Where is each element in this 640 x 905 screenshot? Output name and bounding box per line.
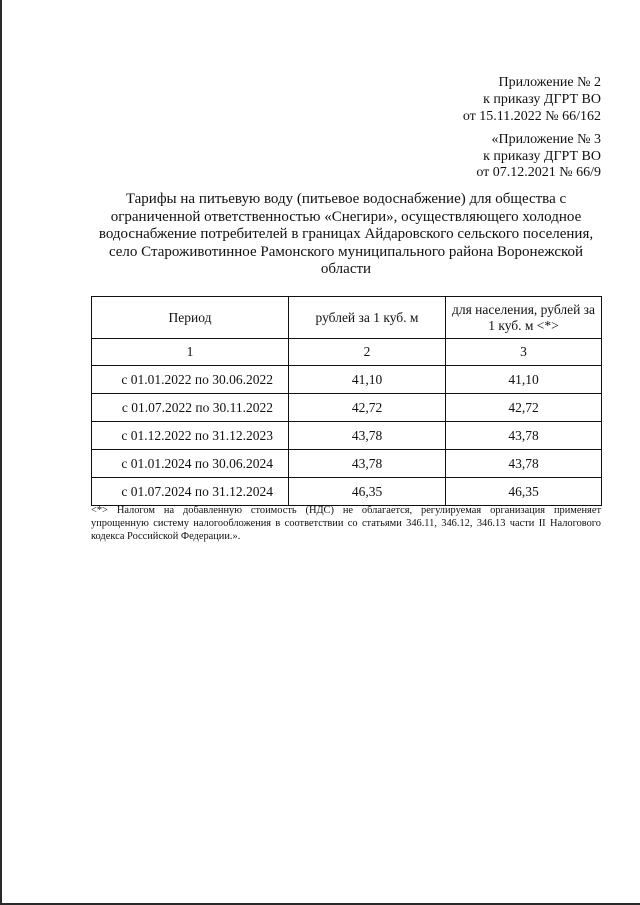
- title-line: ограниченной ответственностью «Снегири», осуществляющего холодное: [110, 208, 582, 225]
- title-line: водоснабжение потребителей в границах Айдаровского сельского поселения,: [98, 226, 594, 243]
- table-row: [92, 422, 602, 450]
- table-row: [92, 450, 602, 478]
- period-cell: с 01.07.2024 по 31.12.2024: [92, 478, 289, 506]
- title-line: области: [320, 261, 372, 278]
- column-number: 2: [289, 339, 446, 366]
- tariff-cell: 43,78: [289, 450, 446, 478]
- table-header-row: [92, 297, 602, 339]
- scan-edge-left: [0, 0, 2, 905]
- period-cell: с 01.07.2022 по 30.11.2022: [92, 394, 289, 422]
- title-line: село Староживотинное Рамонского муниципального района Воронежской: [108, 243, 584, 260]
- header-tariff: рублей за 1 куб. м: [289, 297, 446, 339]
- tariff-population-cell: 43,78: [446, 422, 602, 450]
- period-cell: с 01.01.2024 по 30.06.2024: [92, 450, 289, 478]
- appendix-previous-date: от 07.12.2021 № 66/9: [476, 165, 601, 180]
- table-row: [92, 394, 602, 422]
- footnote-line: упрощенную систему налогообложения в соответствии со статьями 346.11, 346.12, 346.13 части II Налогового: [91, 518, 601, 529]
- column-number: 3: [446, 339, 602, 366]
- period-cell: с 01.01.2022 по 30.06.2022: [92, 366, 289, 394]
- table-column-numbers-row: [92, 339, 602, 366]
- tariff-cell: 43,78: [289, 422, 446, 450]
- tariff-cell: 46,35: [289, 478, 446, 506]
- table-row: [92, 478, 602, 506]
- appendix-previous-block: [476, 132, 601, 182]
- header-period: Период: [92, 297, 289, 339]
- header-tariff-population: для населения, рублей за 1 куб. м <*>: [446, 297, 602, 339]
- table-row: [92, 366, 602, 394]
- appendix-previous-order: к приказу ДГРТ ВО: [483, 148, 601, 164]
- footnote-line: кодекса Российской Федерации.».: [91, 531, 241, 542]
- appendix-current-order: к приказу ДГРТ ВО: [483, 92, 601, 107]
- tariff-cell: 42,72: [289, 394, 446, 422]
- period-cell: с 01.12.2022 по 31.12.2023: [92, 422, 289, 450]
- appendix-current-block: [463, 74, 601, 125]
- appendix-previous-number: «Приложение № 3: [491, 132, 601, 147]
- title-line: Тарифы на питьевую воду (питьевое водоснабжение) для общества с: [125, 191, 567, 207]
- tariff-population-cell: 43,78: [446, 450, 602, 478]
- tariff-table: [91, 296, 602, 506]
- appendix-current-number: Приложение № 2: [498, 75, 601, 90]
- footnote-line: <*> Налогом на добавленную стоимость (НДС) не облагается, регулируемая организация применяет: [91, 505, 601, 516]
- column-number: 1: [92, 339, 289, 366]
- tariff-population-cell: 41,10: [446, 366, 602, 394]
- document-title: [91, 191, 601, 279]
- appendix-current-date: от 15.11.2022 № 66/162: [462, 109, 601, 124]
- tariff-population-cell: 42,72: [446, 394, 602, 422]
- tariff-cell: 41,10: [289, 366, 446, 394]
- footnote: [91, 504, 601, 543]
- tariff-population-cell: 46,35: [446, 478, 602, 506]
